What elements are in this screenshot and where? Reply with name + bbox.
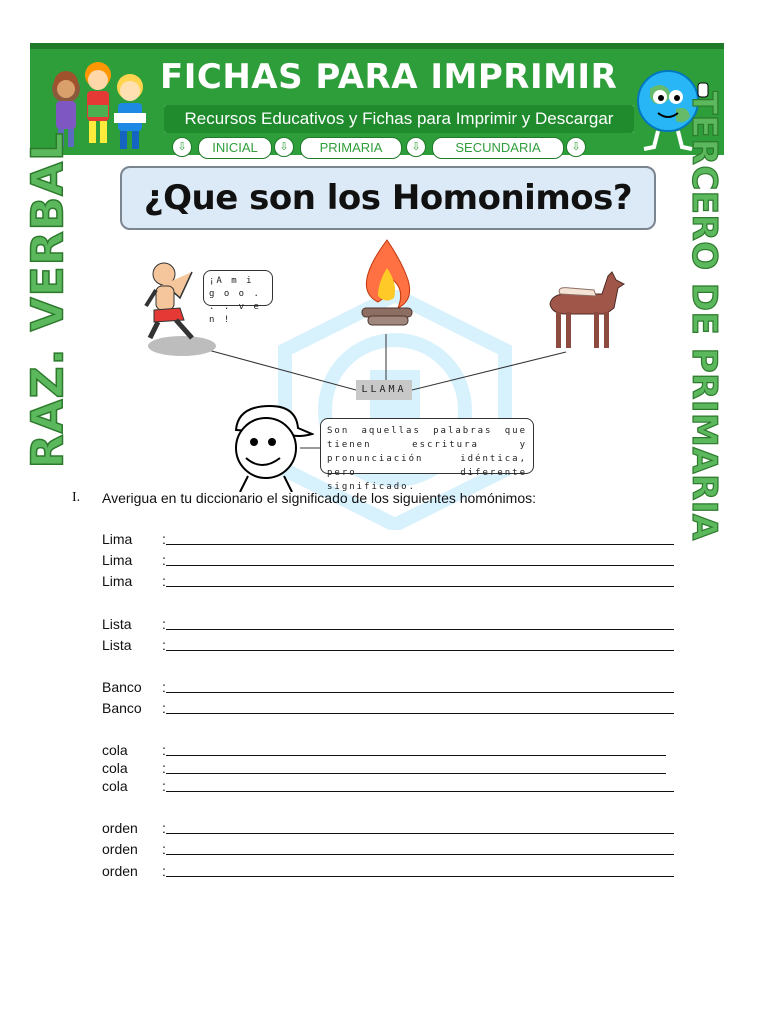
- homonym-word: orden: [102, 863, 138, 879]
- homonym-word: Banco: [102, 700, 142, 716]
- primaria-icon[interactable]: ⇩: [274, 137, 294, 157]
- homonym-word: Lima: [102, 573, 133, 589]
- site-title[interactable]: FICHAS PARA IMPRIMIR: [160, 57, 618, 97]
- site-subtitle: Recursos Educativos y Fichas para Imprimir y Descargar: [164, 105, 634, 133]
- answer-line[interactable]: [166, 565, 674, 566]
- secundaria-icon[interactable]: ⇩: [406, 137, 426, 157]
- answer-line[interactable]: [166, 791, 674, 792]
- center-word-label: LLAMA: [356, 380, 412, 400]
- nav-primaria[interactable]: PRIMARIA: [300, 137, 402, 159]
- homonym-word: Lima: [102, 552, 133, 568]
- homonym-illustration: [0, 230, 768, 500]
- speech-bubble-small: ¡A m i g o o . . . v e n !: [203, 270, 273, 306]
- homonym-word: Lista: [102, 616, 132, 632]
- answer-line[interactable]: [166, 755, 666, 756]
- header-banner: [30, 43, 724, 155]
- inicial-icon[interactable]: ⇩: [172, 137, 192, 157]
- homonym-word: orden: [102, 820, 138, 836]
- answer-line[interactable]: [166, 650, 674, 651]
- answer-line[interactable]: [166, 544, 674, 545]
- answer-line[interactable]: [166, 854, 674, 855]
- answer-line[interactable]: [166, 692, 674, 693]
- grade-label: TERCERO DE PRIMARIA: [684, 91, 724, 541]
- answer-line[interactable]: [166, 833, 674, 834]
- subject-label: RAZ. VERBAL: [22, 131, 74, 469]
- answer-line[interactable]: [166, 586, 674, 587]
- definition-bubble: Son aquellas palabras que tienen escritura y pronunciación idéntica, pero diferente significado.: [320, 418, 534, 474]
- title-box: [120, 166, 656, 230]
- homonym-word: Banco: [102, 679, 142, 695]
- cap-boy-icon: [228, 400, 314, 492]
- nav-inicial[interactable]: INICIAL: [198, 137, 272, 159]
- answer-line[interactable]: [166, 876, 674, 877]
- download-icon[interactable]: ⇩: [566, 137, 586, 157]
- homonym-word: orden: [102, 841, 138, 857]
- instruction-text: Averigua en tu diccionario el significado de los siguientes homónimos:: [102, 490, 536, 506]
- llama-animal-icon: [546, 268, 628, 354]
- answer-line[interactable]: [166, 773, 666, 774]
- nav-secundaria[interactable]: SECUNDARIA: [432, 137, 564, 159]
- instruction-number: I.: [72, 490, 81, 505]
- fire-icon: [358, 238, 416, 328]
- homonym-word: Lima: [102, 531, 133, 547]
- homonym-word: cola: [102, 760, 128, 776]
- homonym-word: Lista: [102, 637, 132, 653]
- homonym-word: cola: [102, 742, 128, 758]
- homonym-word: cola: [102, 778, 128, 794]
- answer-line[interactable]: [166, 629, 674, 630]
- page-title: ¿Que son los Homonimos?: [143, 178, 633, 218]
- answer-line[interactable]: [166, 713, 674, 714]
